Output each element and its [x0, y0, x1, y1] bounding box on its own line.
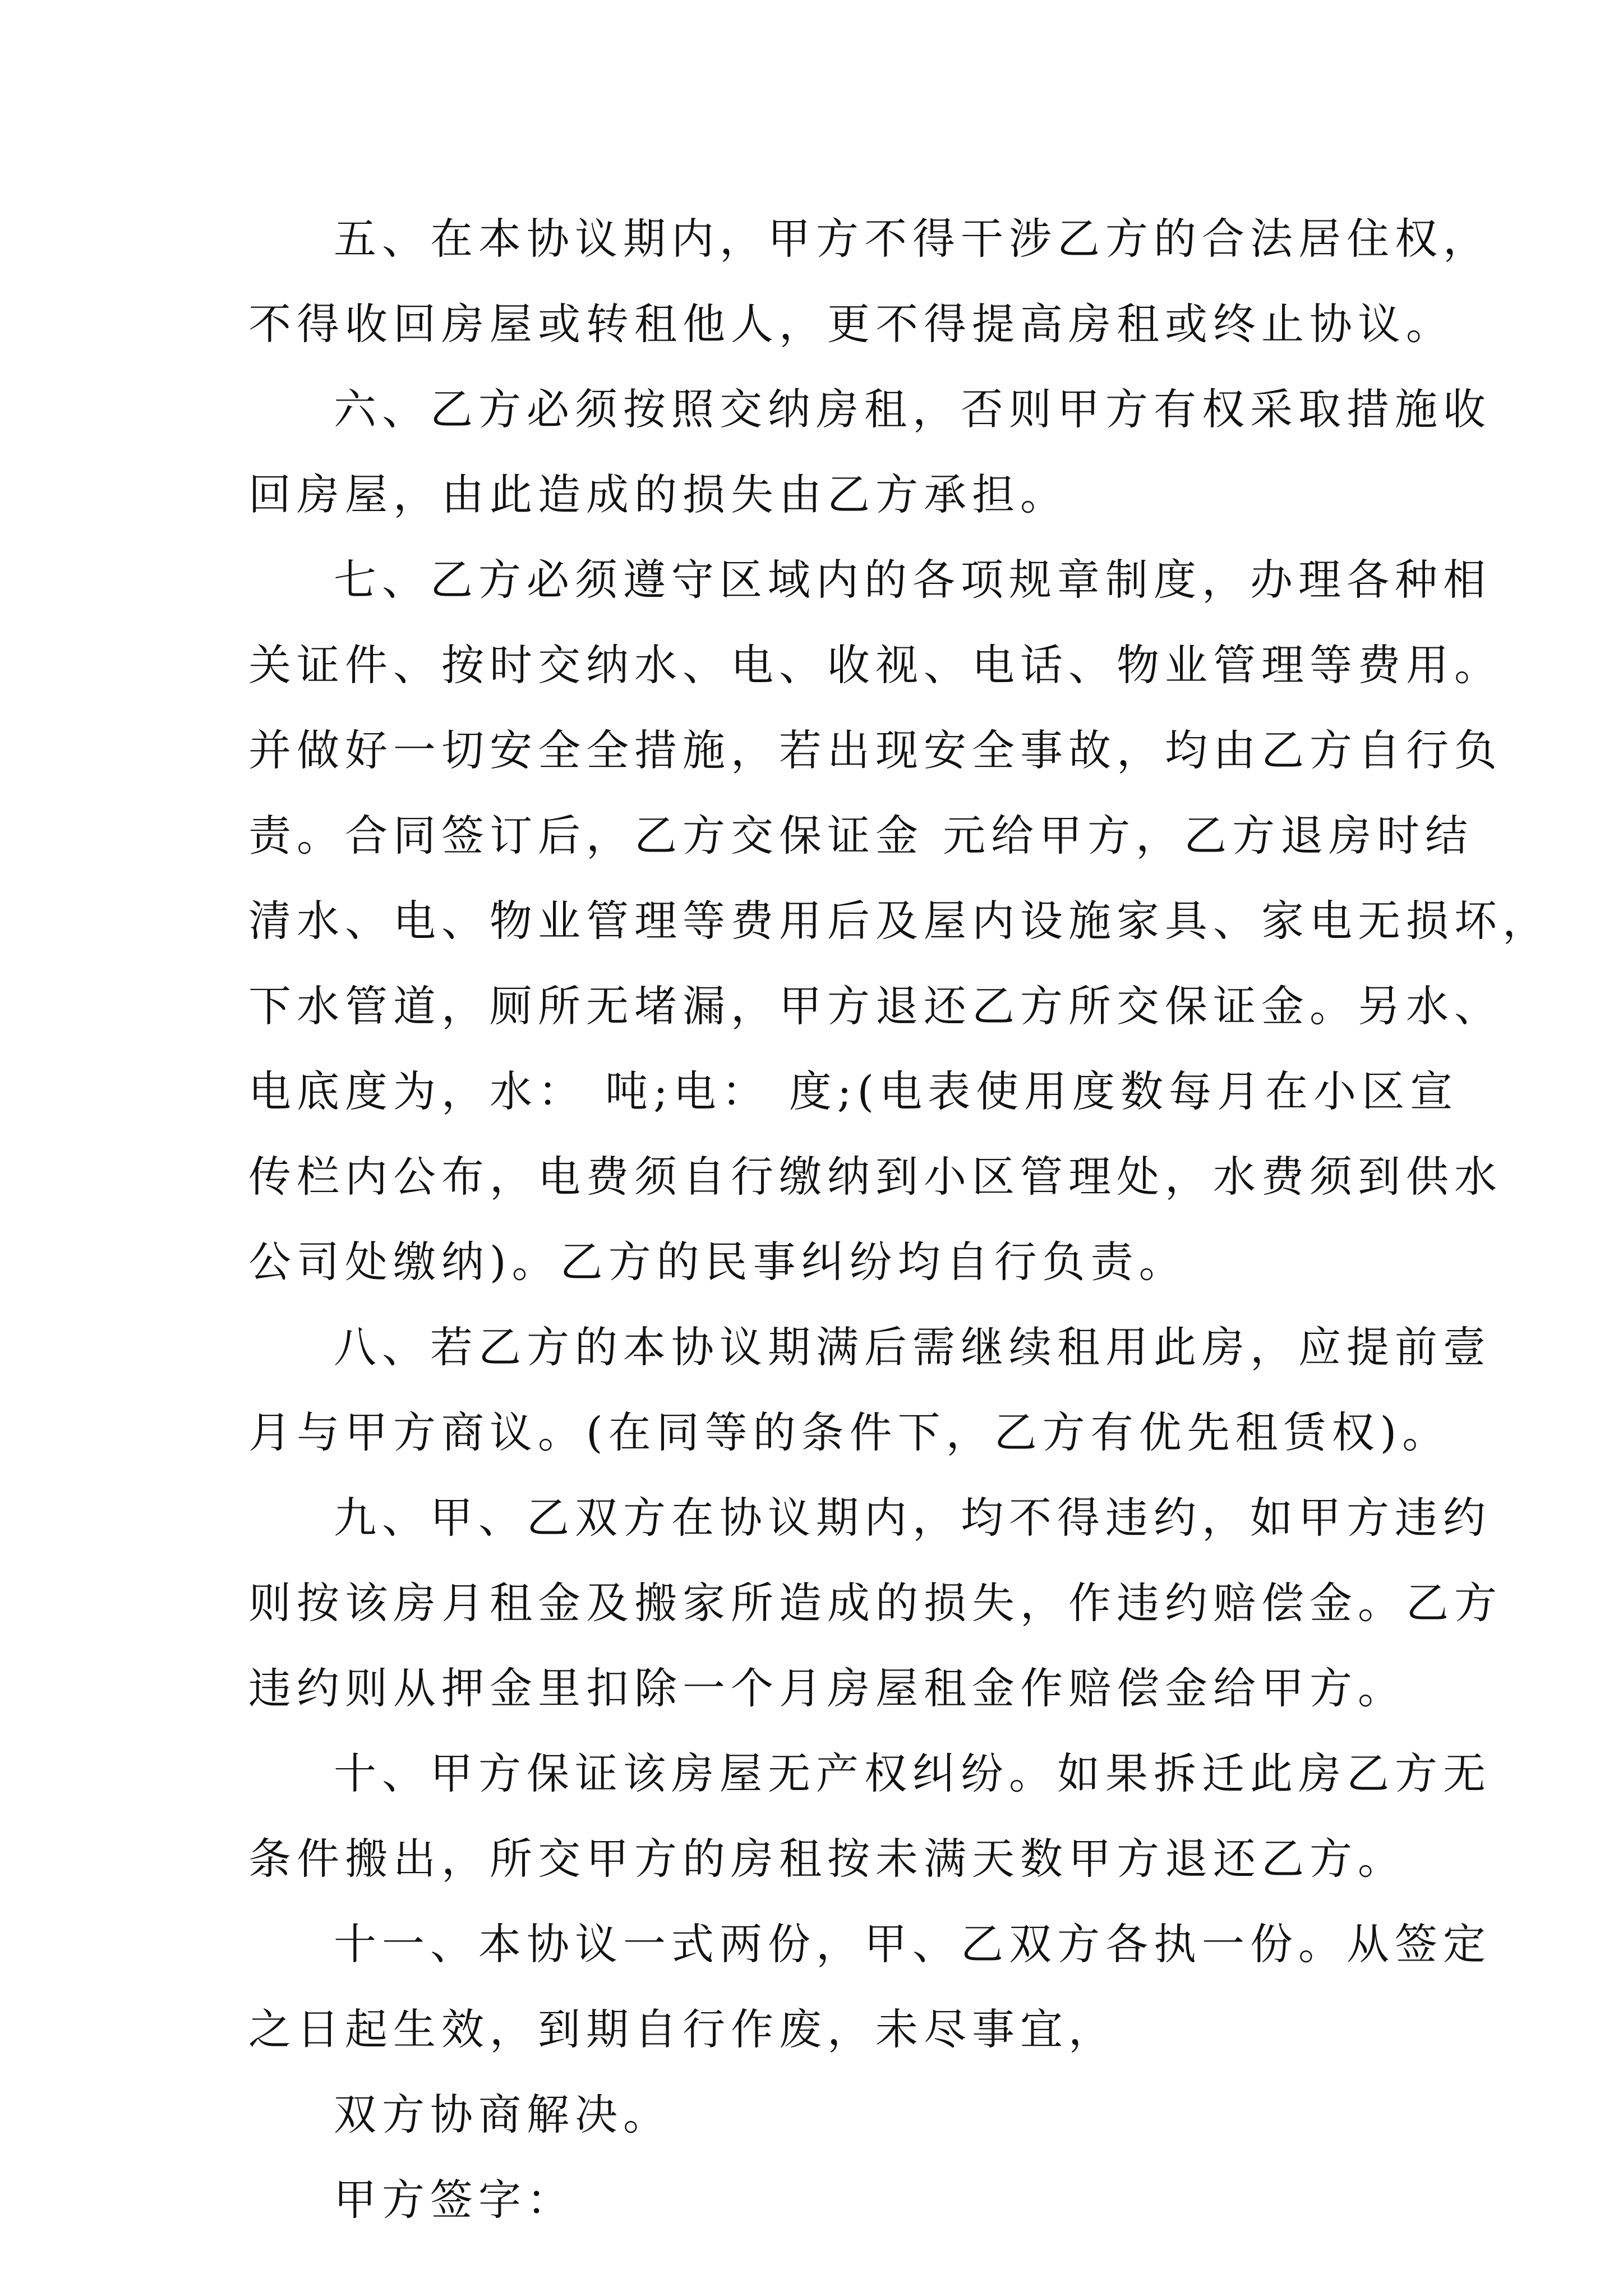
text-line: 则按该房月租金及搬家所造成的损失，作违约赔偿金。乙方: [248, 1578, 1502, 1628]
text-line: 条件搬出，所交甲方的房租按未满天数甲方退还乙方。: [248, 1834, 1406, 1884]
text-line: 违约则从押金里扣除一个月房屋租金作赔偿金给甲方。: [248, 1663, 1406, 1713]
text-line: 关证件、按时交纳水、电、收视、电话、物业管理等费用。: [248, 640, 1502, 690]
text-line: 责。合同签订后，乙方交保证金 元给甲方，乙方退房时结: [248, 811, 1474, 861]
text-line: 下水管道，厕所无堵漏，甲方退还乙方所交保证金。另水、: [248, 981, 1502, 1031]
text-line: 不得收回房屋或转租他人，更不得提高房租或终止协议。: [248, 299, 1454, 349]
text-line: 之日起生效，到期自行作废，未尽事宜，: [248, 2004, 1117, 2054]
text-line: 双方协商解决。: [334, 2090, 671, 2139]
text-line: 五、在本协议期内，甲方不得干涉乙方的合法居住权，: [334, 214, 1491, 264]
text-line: 八、若乙方的本协议期满后需继续租用此房，应提前壹: [334, 1322, 1491, 1372]
text-line: 十一、本协议一式两份，甲、乙双方各执一份。从签定: [334, 1919, 1491, 1969]
text-line: 七、乙方必须遵守区域内的各项规章制度，办理各种相: [334, 555, 1491, 605]
text-line: 六、乙方必须按照交纳房租，否则甲方有权采取措施收: [334, 384, 1491, 434]
text-line: 月与甲方商议。(在同等的条件下，乙方有优先租赁权)。: [248, 1407, 1451, 1457]
text-line: 回房屋，由此造成的损失由乙方承担。: [248, 470, 1068, 519]
text-line: 电底度为，水： 吨;电： 度;(电表使用度数每月在小区宣: [248, 1066, 1459, 1116]
contract-body: [248, 196, 1551, 2243]
text-line: 并做好一切安全全措施，若出现安全事故，均由乙方自行负: [248, 725, 1502, 775]
text-line: 清水、电、物业管理等费用后及屋内设施家具、家电无损坏，: [248, 896, 1551, 946]
text-line: 公司处缴纳)。乙方的民事纠纷均自行负责。: [248, 1237, 1187, 1287]
text-line: 九、甲、乙双方在协议期内，均不得违约，如甲方违约: [334, 1493, 1491, 1543]
party-a-signature-label: 甲方签字：: [334, 2175, 575, 2225]
text-line: 十、甲方保证该房屋无产权纠纷。如果拆迁此房乙方无: [334, 1749, 1491, 1798]
text-line: 传栏内公布，电费须自行缴纳到小区管理处，水费须到供水: [248, 1152, 1502, 1202]
